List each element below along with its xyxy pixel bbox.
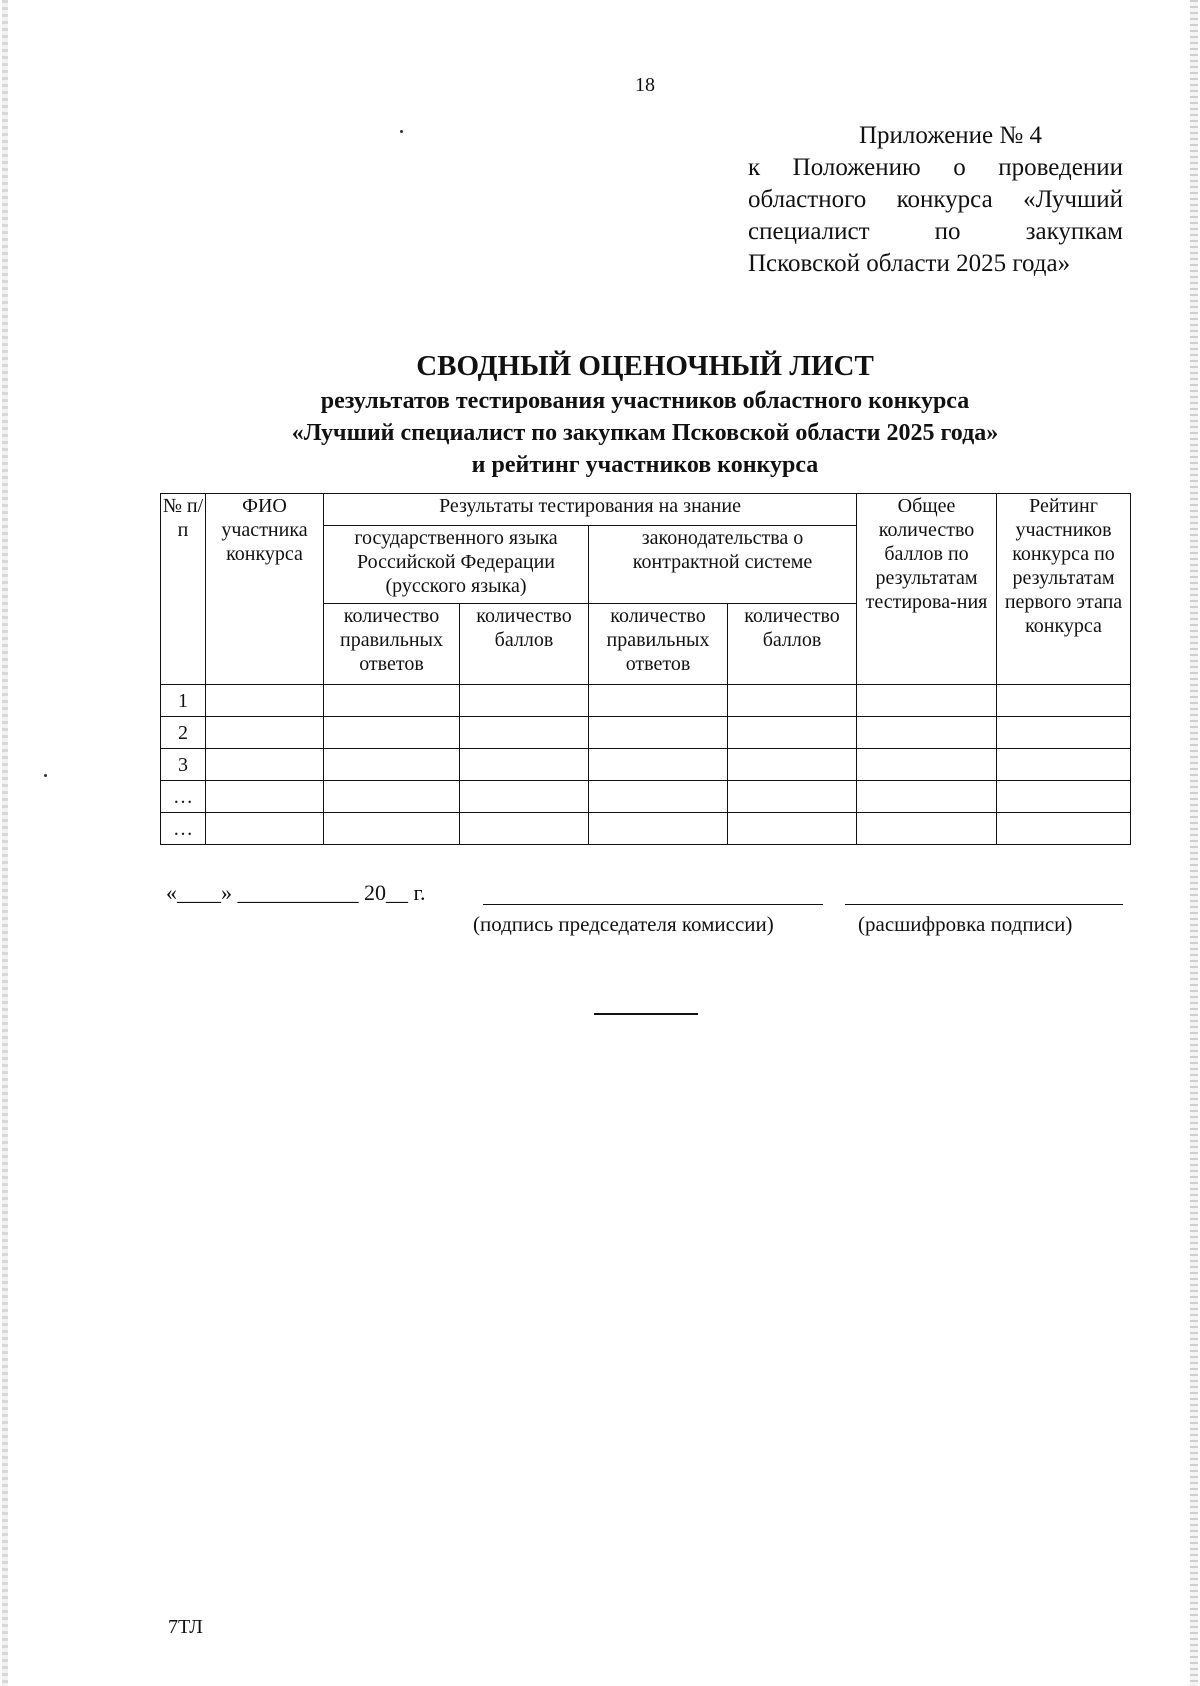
appendix-title: Приложение № 4 <box>858 122 1043 149</box>
table-row <box>161 717 1131 749</box>
header-name: ФИО участника конкурса <box>206 494 324 685</box>
table-cell <box>997 781 1131 813</box>
table-cell <box>206 813 324 845</box>
table-cell <box>728 781 857 813</box>
table-cell <box>324 813 460 845</box>
table-cell <box>728 685 857 717</box>
table-cell <box>589 749 728 781</box>
row-number: 2 <box>161 717 206 749</box>
row-number: … <box>161 781 206 813</box>
table-row <box>161 685 1131 717</box>
table-cell <box>589 813 728 845</box>
table-row <box>161 749 1131 781</box>
table-cell <box>460 717 589 749</box>
scan-speck <box>44 774 47 777</box>
decryption-label: (расшифровка подписи) <box>858 912 1073 936</box>
header-language: государственного языка Российской Федерации (русского языка) <box>324 526 589 604</box>
header-law-correct-answers: количество правильных ответов <box>589 604 728 685</box>
scan-right-edge <box>1190 0 1198 1686</box>
page-number: 18 <box>635 74 655 96</box>
header-number: № п/п <box>161 494 206 685</box>
table-cell <box>460 685 589 717</box>
header-language-points: количество баллов <box>460 604 589 685</box>
decryption-line <box>845 904 1123 905</box>
appendix-body: к Положению о проведении областного конкурса «Лучший специалист по закупкам Псковской области 2025 года» <box>748 154 1123 277</box>
document-title: СВОДНЫЙ ОЦЕНОЧНЫЙ ЛИСТ <box>416 350 874 382</box>
header-results: Результаты тестирования на знание <box>324 494 857 526</box>
table-cell <box>324 749 460 781</box>
header-rating: Рейтинг участников конкурса по результатам первого этапа конкурса <box>997 494 1131 685</box>
table-cell <box>728 813 857 845</box>
table-cell <box>997 813 1131 845</box>
table-cell <box>589 717 728 749</box>
scan-speck <box>400 130 403 133</box>
table-cell <box>589 685 728 717</box>
table-cell <box>857 813 997 845</box>
table-cell <box>728 717 857 749</box>
signature-date: «____» ___________ 20__ г. <box>166 880 426 905</box>
table-cell <box>460 813 589 845</box>
appendix-block <box>748 120 1123 280</box>
subtitle-line: и рейтинг участников конкурса <box>471 452 819 478</box>
table-row <box>161 813 1131 845</box>
table-cell <box>997 717 1131 749</box>
table-cell <box>857 685 997 717</box>
document-code: 7ТЛ <box>168 1616 203 1638</box>
scan-left-edge <box>2 0 8 1686</box>
table-cell <box>206 717 324 749</box>
header-language-correct-answers: количество правильных ответов <box>324 604 460 685</box>
table-cell <box>857 749 997 781</box>
subtitle-line: «Лучший специалист по закупкам Псковской области 2025 года» <box>291 420 999 446</box>
chair-signature-label: (подпись председателя комиссии) <box>473 912 774 936</box>
table-cell <box>589 781 728 813</box>
table-cell <box>857 781 997 813</box>
table-cell <box>206 781 324 813</box>
table-cell <box>857 717 997 749</box>
table-cell <box>324 781 460 813</box>
header-law: законодательства о контрактной системе <box>589 526 857 604</box>
chair-signature-line <box>483 904 823 905</box>
end-divider <box>594 1013 698 1015</box>
table-cell <box>206 685 324 717</box>
table-cell <box>728 749 857 781</box>
subtitle-line: результатов тестирования участников областного конкурса <box>320 388 970 414</box>
table-cell <box>460 781 589 813</box>
table-cell <box>997 685 1131 717</box>
table-cell <box>206 749 324 781</box>
table-cell <box>460 749 589 781</box>
row-number: 3 <box>161 749 206 781</box>
header-law-points: количество баллов <box>728 604 857 685</box>
score-table <box>160 493 1131 845</box>
row-number: 1 <box>161 685 206 717</box>
header-total: Общее количество баллов по результатам тестирова-ния <box>857 494 997 685</box>
table-cell <box>324 717 460 749</box>
table-row <box>161 781 1131 813</box>
row-number: … <box>161 813 206 845</box>
document-subtitle <box>0 385 1200 481</box>
table-cell <box>324 685 460 717</box>
table-cell <box>997 749 1131 781</box>
